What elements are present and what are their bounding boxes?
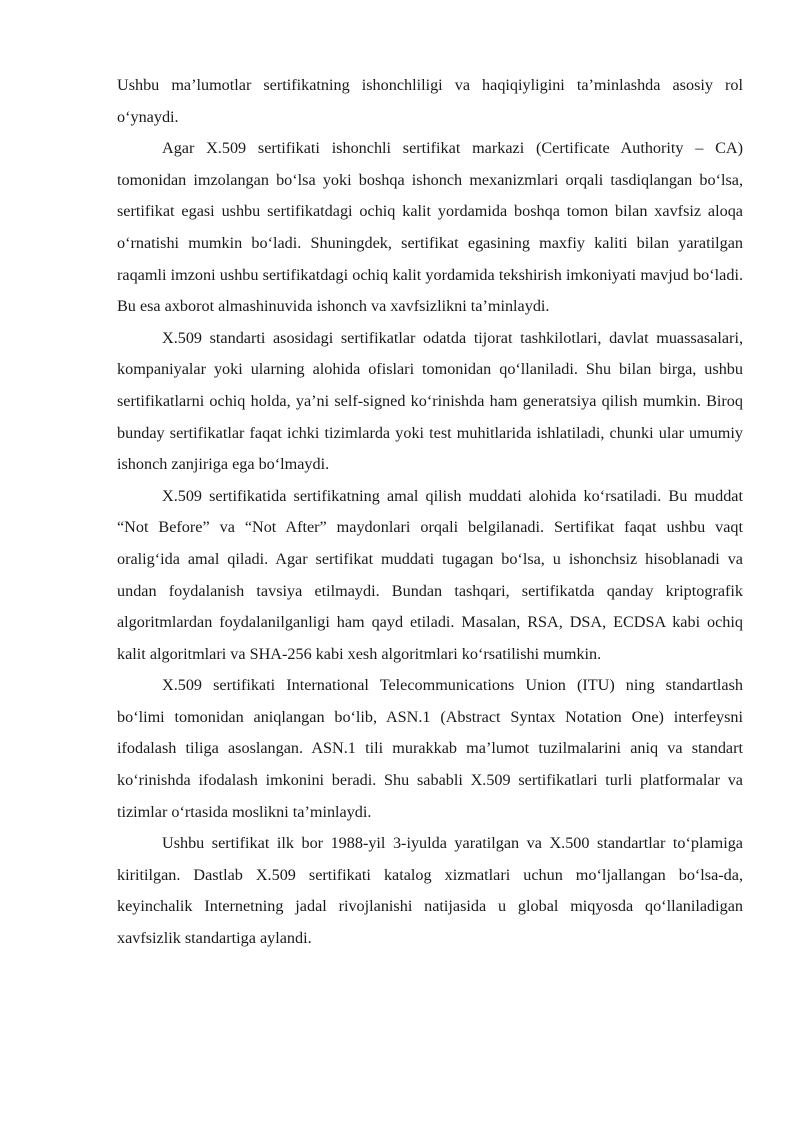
paragraph-history: Ushbu sertifikat ilk bor 1988-yil 3-iyulda yaratilgan va X.500 standartlar toʻplamiga kiritilgan. Dastlab X.509 sertifikati katalog xizmatlari uchun moʻljallangan boʻlsa-da, keyinchalik Internetning jadal rivojlanishi natijasida u global miqyosda qoʻllaniladigan xavfsizlik standartiga aylandi. — [117, 834, 743, 948]
paragraph-usage: X.509 standarti asosidagi sertifikatlar odatda tijorat tashkilotlari, davlat muassasalari, kompaniyalar yoki ularning alohida ofislari tomonidan qoʻllaniladi. Shu bilan birga, ushbu sertifikatlarni ochiq holda, yaʼni self-signed koʻrinishda ham generatsiya qilish mumkin. Biroq bunday sertifikatlar faqat ichki tizimlarda yoki test muhitlarida ishlatiladi, chunki ular umumiy ishonch zanjiriga ega boʻlmaydi. — [117, 328, 743, 474]
paragraph-asn1: X.509 sertifikati International Telecommunications Union (ITU) ning standartlash boʻlimi tomonidan aniqlangan boʻlib, ASN.1 (Abstract Syntax Notation One) interfeysni ifodalash tiliga asoslangan. ASN.1 tili murakkab maʼlumot tuzilmalarini aniq va standart koʻrinishda ifodalash imkonini beradi. Shu sababli X.509 sertifikatlari turli platformalar va tizimlar oʻrtasida moslikni taʼminlaydi. — [117, 676, 743, 821]
paragraph-intro: Ushbu maʼlumotlar sertifikatning ishonchliligi va haqiqiyligini taʼminlashda asosiy rol oʻynaydi. — [117, 76, 743, 126]
paragraph-validity: X.509 sertifikatida sertifikatning amal qilish muddati alohida koʻrsatiladi. Bu muddat “Not Before” va “Not After” maydonlari orqali belgilanadi. Sertifikat faqat ushbu vaqt oraligʻida amal qiladi. Agar sertifikat muddati tugagan boʻlsa, u ishonchsiz hisoblanadi va undan foydalanish tavsiya etilmaydi. Bundan tashqari, sertifikatda qanday kriptografik algoritmlardan foydalanilganligi ham qayd etiladi. Masalan, RSA, DSA, ECDSA kabi ochiq kalit algoritmlari va SHA-256 kabi xesh algoritmlari koʻrsatilishi mumkin. — [117, 486, 743, 663]
document-page — [117, 70, 743, 955]
paragraph-ca-signing: Agar X.509 sertifikati ishonchli sertifikat markazi (Certificate Authority – CA) tomonidan imzolangan boʻlsa yoki boshqa ishonch mexanizmlari orqali tasdiqlangan boʻlsa, sertifikat egasi ushbu sertifikatdagi ochiq kalit yordamida boshqa tomon bilan xavfsiz aloqa oʻrnatishi mumkin boʻladi. Shuningdek, sertifikat egasining maxfiy kaliti bilan yaratilgan raqamli imzoni ushbu sertifikatdagi ochiq kalit yordamida tekshirish imkoniyati mavjud boʻladi. Bu esa axborot almashinuvida ishonch va xavfsizlikni taʼminlaydi. — [117, 139, 743, 316]
